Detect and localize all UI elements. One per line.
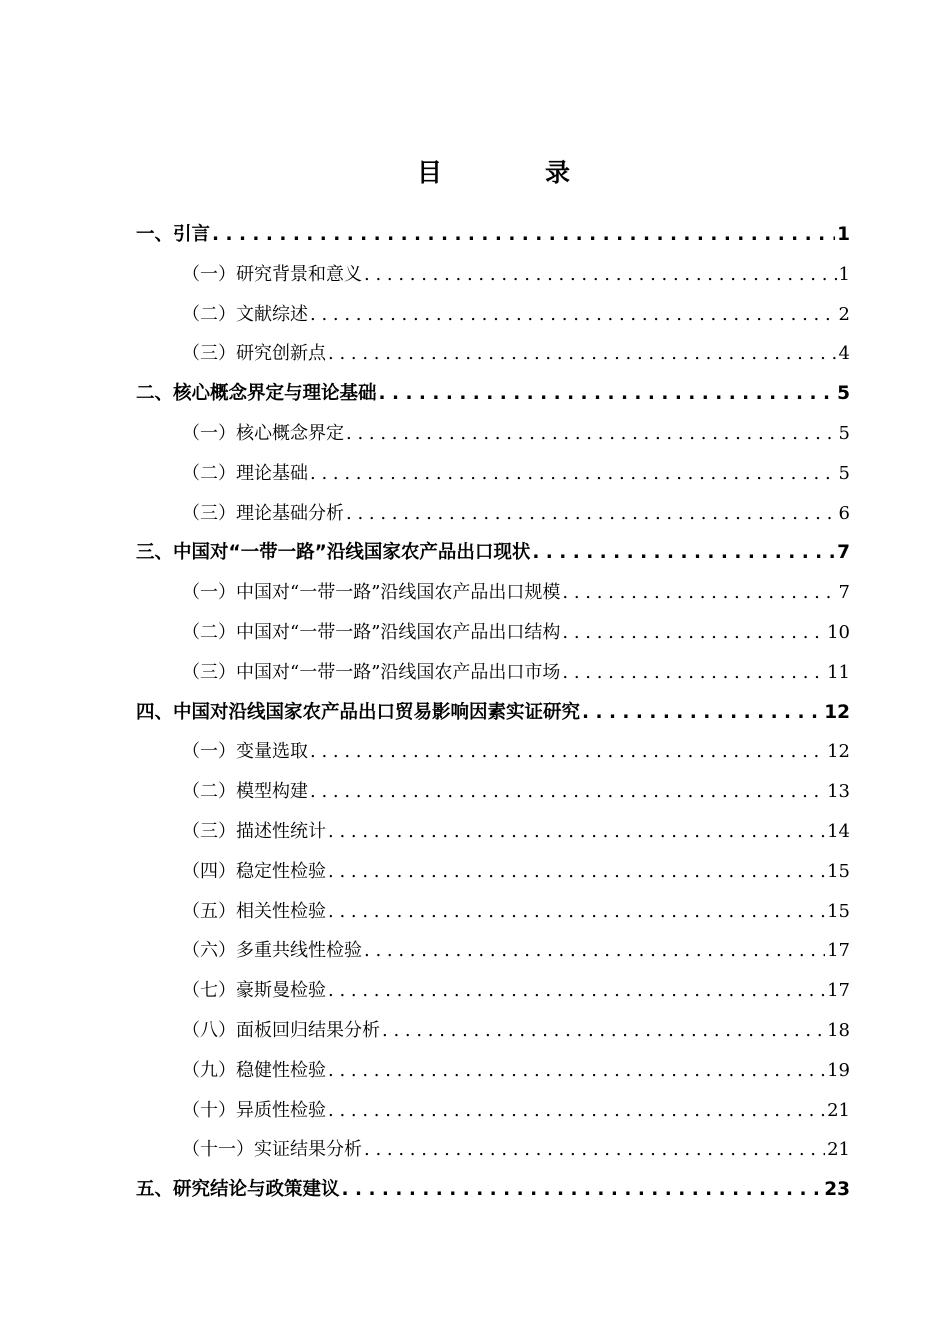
toc-entry-label: （七）豪斯曼检验	[182, 980, 326, 1002]
dot-leader	[328, 1051, 825, 1091]
toc-entry-label: （九）稳健性检验	[182, 1059, 326, 1081]
page-title	[0, 152, 950, 194]
toc-entry-4-5[interactable]	[0, 892, 950, 932]
toc-entry-label: （二）中国对“一带一路”沿线国农产品出口结构	[182, 621, 561, 643]
toc-entry-page: 4	[838, 343, 850, 365]
dot-leader	[212, 215, 835, 255]
dot-leader	[364, 255, 837, 295]
toc-entry-label: （三）中国对“一带一路”沿线国农产品出口市场	[182, 661, 561, 683]
dot-leader	[310, 732, 825, 772]
dot-leader	[582, 693, 822, 733]
toc-entry-4-3[interactable]	[0, 812, 950, 852]
toc-entry-4-9[interactable]	[0, 1051, 950, 1091]
dot-leader	[562, 573, 836, 613]
toc-entry-4[interactable]	[0, 693, 950, 733]
toc-entry-label: （二）理论基础	[182, 462, 308, 484]
toc-entry-page: 2	[838, 303, 850, 325]
dot-leader	[342, 1170, 823, 1210]
toc-entry-label: 一、引言	[136, 224, 211, 245]
toc-entry-page: 10	[827, 621, 850, 643]
toc-entry-page: 18	[827, 1019, 850, 1041]
toc-entry-1-3[interactable]	[0, 334, 950, 374]
toc-entry-label: （三）描述性统计	[182, 820, 326, 842]
toc-entry-2-3[interactable]	[0, 494, 950, 534]
toc-entry-1-2[interactable]	[0, 295, 950, 335]
dot-leader	[364, 1130, 825, 1170]
toc-entry-1[interactable]	[0, 215, 950, 255]
toc-entry-3-1[interactable]	[0, 573, 950, 613]
toc-entry-page: 1	[837, 224, 850, 245]
toc-entry-label: （十）异质性检验	[182, 1099, 326, 1121]
toc-entry-3[interactable]	[0, 533, 950, 573]
toc-entry-4-4[interactable]	[0, 852, 950, 892]
toc-entry-2-1[interactable]	[0, 414, 950, 454]
toc-entry-page: 6	[838, 502, 850, 524]
dot-leader	[364, 931, 825, 971]
toc-entry-page: 5	[838, 422, 850, 444]
dot-leader	[328, 334, 837, 374]
toc-entry-page: 15	[827, 900, 850, 922]
toc-entry-4-6[interactable]	[0, 931, 950, 971]
dot-leader	[328, 892, 825, 932]
dot-leader	[310, 295, 837, 335]
dot-leader	[562, 613, 825, 653]
toc-entry-label: （一）变量选取	[182, 741, 308, 763]
toc-entry-4-11[interactable]	[0, 1130, 950, 1170]
toc-entry-3-2[interactable]	[0, 613, 950, 653]
toc-entry-page: 5	[837, 383, 850, 405]
dot-leader	[346, 414, 837, 454]
toc-entry-page: 17	[827, 940, 850, 962]
toc-entry-label: 三、中国对“一带一路”沿线国家农产品出口现状	[136, 542, 531, 564]
toc-entry-label: 四、中国对沿线国家农产品出口贸易影响因素实证研究	[136, 701, 581, 723]
toc-entry-label: 五、研究结论与政策建议	[136, 1179, 340, 1201]
toc-entry-label: （十一）实证结果分析	[182, 1139, 362, 1161]
dot-leader	[532, 533, 835, 573]
toc-entry-3-3[interactable]	[0, 653, 950, 693]
toc-entry-2[interactable]	[0, 374, 950, 414]
dot-leader	[382, 1011, 825, 1051]
page-title-char-1: 目	[417, 158, 443, 187]
toc-entry-page: 14	[827, 820, 850, 842]
toc-entry-4-10[interactable]	[0, 1091, 950, 1131]
table-of-contents	[0, 215, 950, 1210]
toc-entry-page: 15	[827, 860, 850, 882]
toc-entry-4-2[interactable]	[0, 772, 950, 812]
toc-entry-label: （三）研究创新点	[182, 343, 326, 365]
toc-entry-4-1[interactable]	[0, 732, 950, 772]
toc-entry-label: （一）核心概念界定	[182, 422, 344, 444]
page-title-char-2: 录	[545, 158, 571, 187]
toc-entry-page: 12	[827, 741, 850, 763]
toc-entry-label: （一）研究背景和意义	[182, 263, 362, 285]
toc-entry-5[interactable]	[0, 1170, 950, 1210]
toc-entry-page: 1	[838, 263, 850, 285]
toc-entry-page: 11	[827, 661, 850, 683]
toc-entry-label: （四）稳定性检验	[182, 860, 326, 882]
toc-entry-page: 21	[827, 1099, 850, 1121]
dot-leader	[346, 494, 837, 534]
toc-entry-page: 13	[827, 781, 850, 803]
toc-entry-4-7[interactable]	[0, 971, 950, 1011]
toc-entry-label: （八）面板回归结果分析	[182, 1019, 380, 1041]
dot-leader	[328, 852, 825, 892]
toc-entry-page: 7	[838, 582, 850, 604]
toc-entry-page: 17	[827, 980, 850, 1002]
toc-entry-1-1[interactable]	[0, 255, 950, 295]
toc-entry-page: 23	[824, 1179, 850, 1201]
toc-entry-label: （二）文献综述	[182, 303, 308, 325]
toc-entry-label: （一）中国对“一带一路”沿线国农产品出口规模	[182, 582, 561, 604]
toc-entry-label: （五）相关性检验	[182, 900, 326, 922]
toc-entry-label: （二）模型构建	[182, 781, 308, 803]
dot-leader	[310, 454, 837, 494]
toc-entry-page: 12	[824, 701, 850, 723]
toc-entry-label: （三）理论基础分析	[182, 502, 344, 524]
toc-entry-page: 7	[837, 542, 850, 564]
toc-entry-page: 21	[827, 1139, 850, 1161]
dot-leader	[328, 1091, 825, 1131]
dot-leader	[328, 971, 825, 1011]
dot-leader	[562, 653, 825, 693]
dot-leader	[310, 772, 825, 812]
toc-entry-page: 19	[827, 1059, 850, 1081]
dot-leader	[328, 812, 825, 852]
toc-entry-2-2[interactable]	[0, 454, 950, 494]
dot-leader	[379, 374, 836, 414]
toc-entry-4-8[interactable]	[0, 1011, 950, 1051]
toc-entry-label: 二、核心概念界定与理论基础	[136, 383, 377, 405]
toc-entry-label: （六）多重共线性检验	[182, 940, 362, 962]
toc-entry-page: 5	[838, 462, 850, 484]
